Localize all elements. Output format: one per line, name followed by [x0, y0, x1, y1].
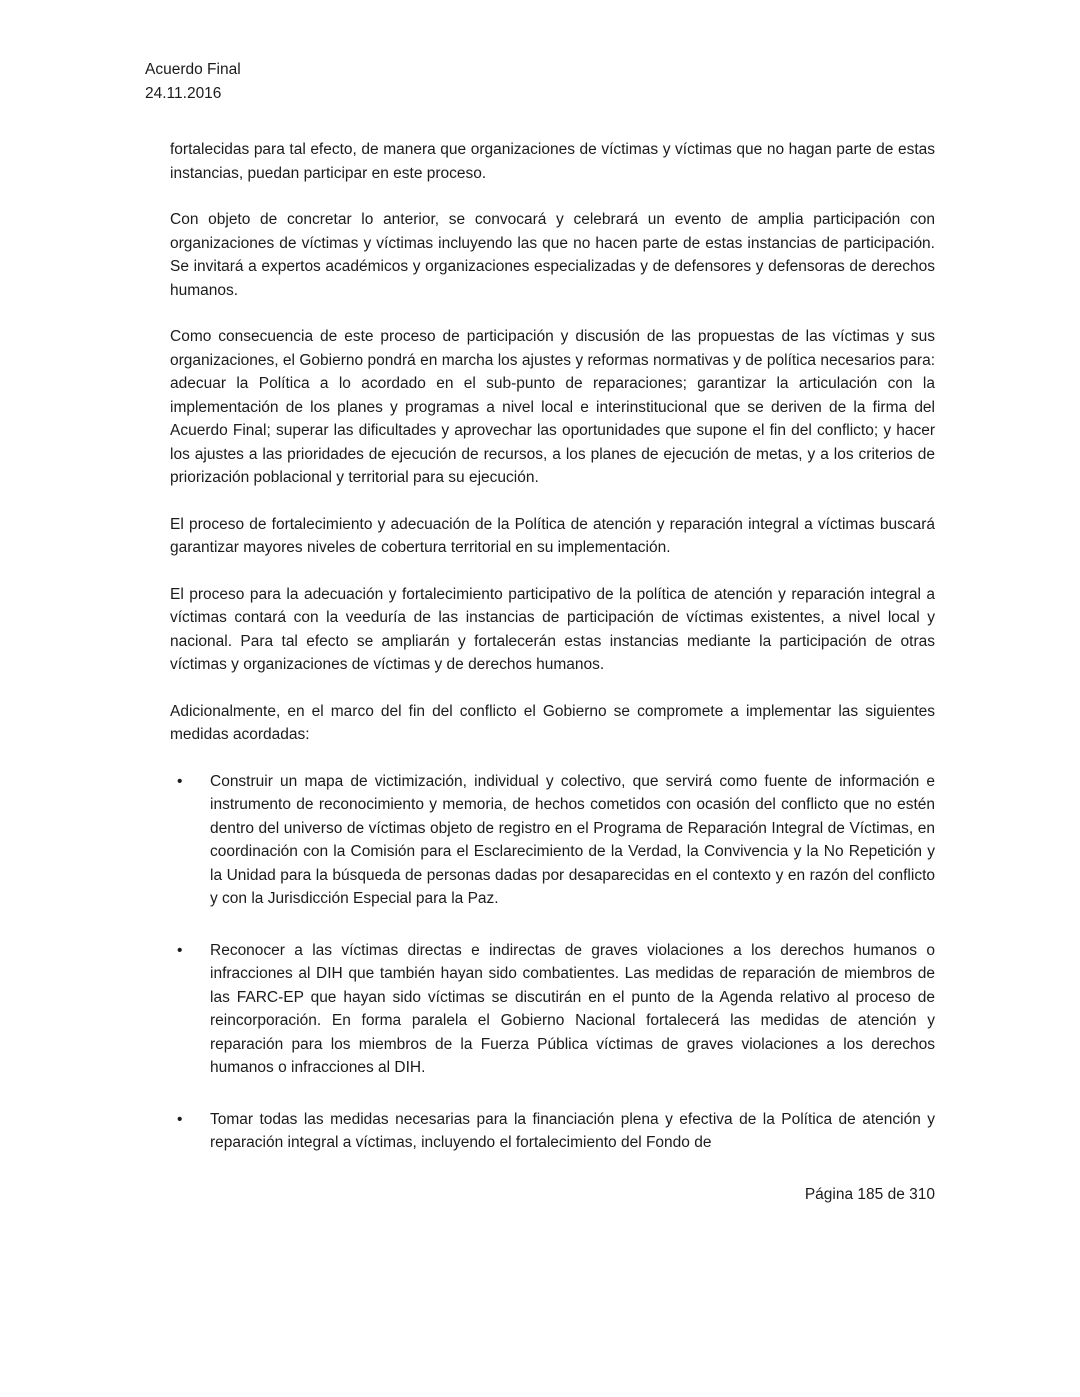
- paragraph-4: El proceso de fortalecimiento y adecuación de la Política de atención y reparación integral a víctimas buscará garantizar mayores niveles de cobertura territorial en su implementación.: [170, 515, 935, 556]
- list-item-1: [170, 770, 935, 911]
- list-item-3-text: Tomar todas las medidas necesarias para la financiación plena y efectiva de la Política de atención y reparación integral a víctimas, incluyendo el fortalecimiento del Fondo de: [210, 1110, 935, 1151]
- paragraph-3: Como consecuencia de este proceso de participación y discusión de las propuestas de las víctimas y sus organizaciones, el Gobierno pondrá en marcha los ajustes y reformas normativas y de política necesarios para: adecuar la Política a lo acordado en el sub-punto de reparaciones; garantizar la articulación con la implementación de los planes y programas a nivel local e interinstitucional que se deriven de la firma del Acuerdo Final; superar las dificultades y aprovechar las oportunidades que supone el fin del conflicto; y hacer los ajustes a las prioridades de ejecución de recursos, a los planes de ejecución de metas, y a los criterios de priorización poblacional y territorial para su ejecución.: [170, 328, 935, 486]
- list-item-2-text: Reconocer a las víctimas directas e indirectas de graves violaciones a los derechos humanos o infracciones al DIH que también hayan sido combatientes. Las medidas de reparación de miembros de las FARC-EP que hayan sido víctimas se discutirán en el punto de la Agenda relativo al proceso de reincorporación. En forma paralela el Gobierno Nacional fortalecerá las medidas de atención y reparación para los miembros de la Fuerza Pública víctimas de graves violaciones a los derechos humanos o infracciones al DIH.: [210, 941, 935, 1076]
- paragraph-1: fortalecidas para tal efecto, de manera que organizaciones de víctimas y víctimas que no hagan parte de estas instancias, puedan participar en este proceso.: [170, 141, 935, 182]
- bullet-icon: •: [177, 941, 183, 959]
- document-title: Acuerdo Final: [145, 61, 241, 78]
- bullet-icon: •: [177, 1110, 183, 1128]
- document-body: [170, 138, 935, 1206]
- bullet-list: [170, 770, 935, 1155]
- list-item-1-text: Construir un mapa de victimización, individual y colectivo, que servirá como fuente de información e instrumento de reconocimiento y memoria, de hechos cometidos con ocasión del conflicto que no estén dentro del universo de víctimas objeto de registro en el Programa de Reparación Integral de Víctimas, en coordinación con la Comisión para el Esclarecimiento de la Verdad, la Convivencia y la No Repetición y la Unidad para la búsqueda de personas dadas por desaparecidas en el contexto y en razón del conflicto y con la Jurisdicción Especial para la Paz.: [210, 772, 935, 907]
- document-header: [145, 58, 935, 106]
- document-date: 24.11.2016: [145, 85, 222, 102]
- list-item-2: [170, 939, 935, 1080]
- bullet-icon: •: [177, 772, 183, 790]
- list-item-3: [170, 1108, 935, 1155]
- paragraph-2: Con objeto de concretar lo anterior, se convocará y celebrará un evento de amplia participación con organizaciones de víctimas y víctimas incluyendo las que no hacen parte de estas instancias de participación. Se invitará a expertos académicos y organizaciones especializadas y de defensores y defensoras de derechos humanos.: [170, 211, 935, 299]
- paragraph-5: El proceso para la adecuación y fortalecimiento participativo de la política de atención y reparación integral a víctimas contará con la veeduría de las instancias de participación de víctimas existentes, a nivel local y nacional. Para tal efecto se ampliarán y fortalecerán estas instancias mediante la participación de otras víctimas y organizaciones de víctimas y de derechos humanos.: [170, 585, 935, 673]
- paragraph-6-intro: Adicionalmente, en el marco del fin del conflicto el Gobierno se compromete a implementar las siguientes medidas acordadas:: [170, 702, 935, 743]
- page-number: Página 185 de 310: [804, 1185, 935, 1203]
